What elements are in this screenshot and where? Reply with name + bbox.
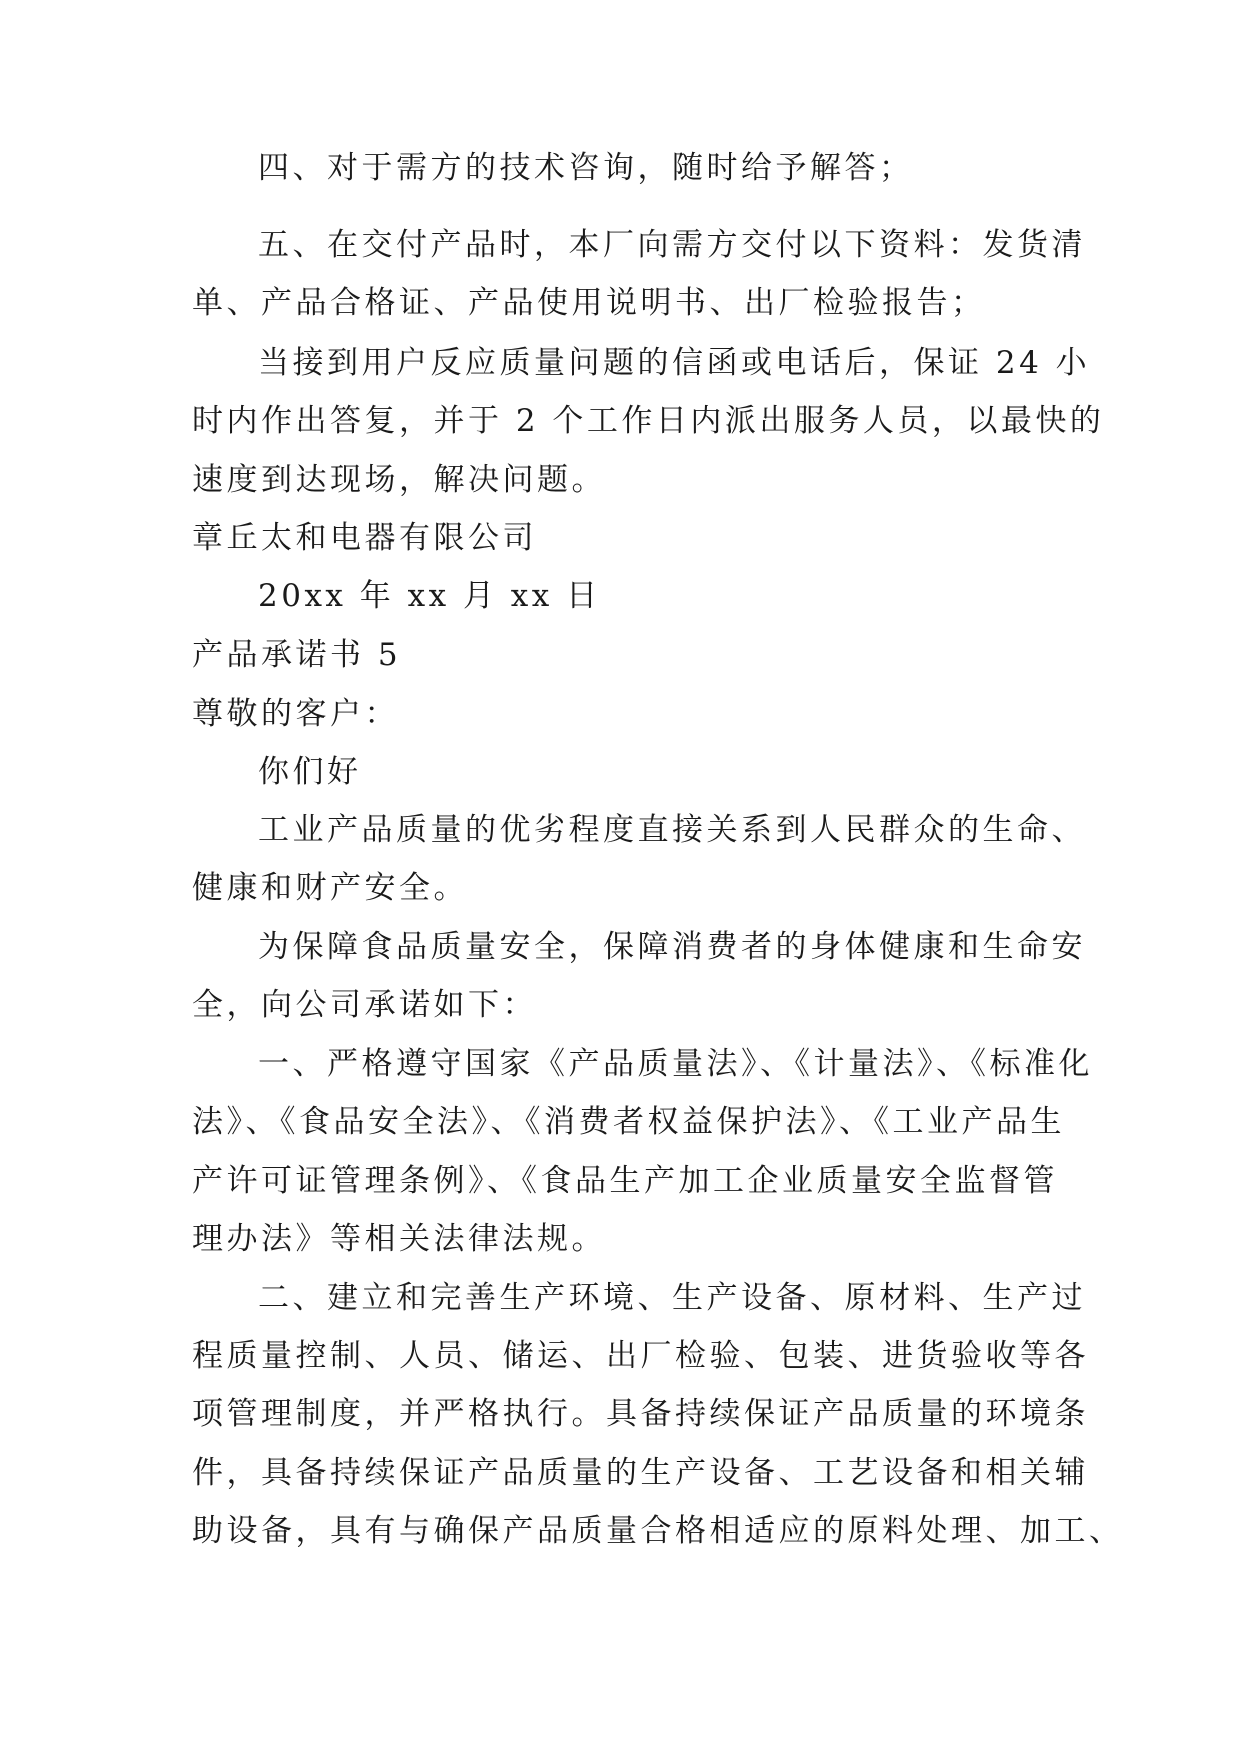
text-line: 时内作出答复，并于 2 个工作日内派出服务人员，以最快的 <box>192 403 1105 439</box>
text-line: 二、建立和完善生产环境、生产设备、原材料、生产过 <box>258 1280 1086 1316</box>
text-line: 项管理制度，并严格执行。具备持续保证产品质量的环境条 <box>192 1396 1089 1432</box>
text-line: 一、严格遵守国家《产品质量法》、《计量法》、《标准化 <box>258 1046 1093 1082</box>
text-line: 理办法》等相关法律法规。 <box>192 1221 606 1257</box>
document-title: 产品承诺书 5 <box>192 637 402 673</box>
text-line: 五、在交付产品时，本厂向需方交付以下资料：发货清 <box>258 227 1086 263</box>
greeting: 你们好 <box>258 754 362 790</box>
text-line: 工业产品质量的优劣程度直接关系到人民群众的生命、 <box>258 812 1086 848</box>
text-line: 全，向公司承诺如下： <box>192 987 537 1023</box>
text-line: 产许可证管理条例》、《食品生产加工企业质量安全监督管 <box>192 1163 1058 1199</box>
text-line: 为保障食品质量安全，保障消费者的身体健康和生命安 <box>258 929 1086 965</box>
date-line: 20xx 年 xx 月 xx 日 <box>258 578 601 614</box>
text-line: 速度到达现场，解决问题。 <box>192 462 606 498</box>
text-line: 当接到用户反应质量问题的信函或电话后，保证 24 小 <box>258 345 1091 381</box>
text-line: 健康和财产安全。 <box>192 870 468 906</box>
company-name: 章丘太和电器有限公司 <box>192 520 537 556</box>
text-line: 程质量控制、人员、储运、出厂检验、包装、进货验收等各 <box>192 1338 1089 1374</box>
text-line: 法》、《食品安全法》、《消费者权益保护法》、《工业产品生 <box>192 1104 1065 1140</box>
text-line: 单、产品合格证、产品使用说明书、出厂检验报告； <box>192 285 986 321</box>
salutation: 尊敬的客户： <box>192 696 399 732</box>
text-line: 助设备，具有与确保产品质量合格相适应的原料处理、加工、 <box>192 1513 1124 1549</box>
text-line: 四、对于需方的技术咨询，随时给予解答； <box>258 150 914 186</box>
text-line: 件，具备持续保证产品质量的生产设备、工艺设备和相关辅 <box>192 1455 1089 1491</box>
